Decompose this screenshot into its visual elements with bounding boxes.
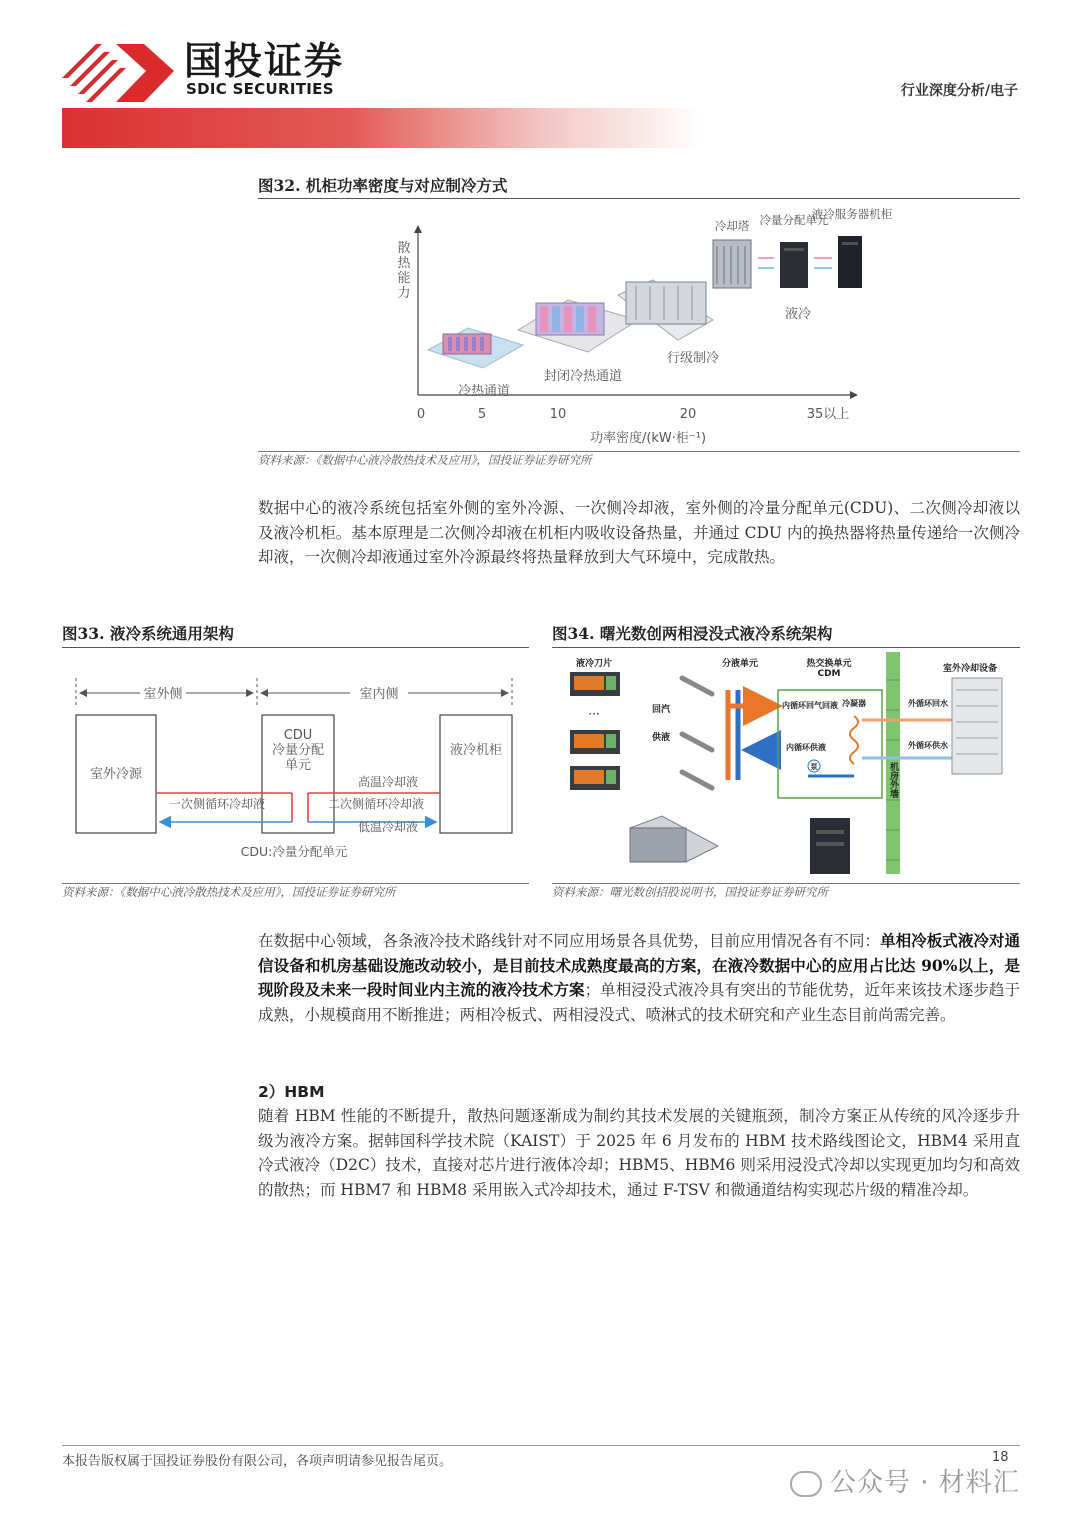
pump-label: 泵 [810, 763, 818, 771]
condenser-label: 冷凝器 [842, 699, 866, 708]
cabinet-label: 液冷机柜 [449, 743, 503, 758]
paragraph-liquid-cooling-system: 数据中心的液冷系统包括室外侧的室外冷源、一次侧冷却液，室外侧的冷量分配单元(CDU)、二次侧冷却液以及液冷机柜。基本原理是二次侧冷却液在机柜内吸收设备热量，并通过 CDU 内的换热器将热量传递给一次侧冷却液，一次侧冷却液通过室外冷源最终将热量释放到大气环境中，完成散热。 [258, 499, 1020, 567]
immersion-tank-icon [630, 816, 718, 862]
hbm-heading: 2）HBM [258, 1083, 325, 1101]
stage-label-3: 行级制冷 [666, 351, 720, 366]
distributor-icon [682, 678, 712, 788]
blade-icon [570, 672, 620, 696]
device-label-cabinet: 液冷服务器机柜 [811, 207, 893, 221]
fig34-title: 图34. 曙光数创两相浸没式液冷系统架构 [552, 624, 833, 643]
paragraph-technology-routes [258, 929, 1020, 1027]
tick-label: 10 [549, 407, 567, 422]
blade-label: 液冷刀片 [575, 659, 613, 669]
fig33-top-rule [62, 647, 529, 648]
cdu-label-2: 冷量分配 [271, 743, 325, 758]
wechat-icon [790, 1471, 822, 1497]
cdu-label-1: CDU [283, 728, 313, 743]
outdoor-side-label: 室外侧 [143, 687, 183, 702]
fig34-diagram [552, 650, 1020, 880]
tick-label: 20 [679, 407, 697, 422]
fig32-title: 图32. 机柜功率密度与对应制冷方式 [258, 176, 508, 195]
cold-coolant-label: 低温冷却液 [357, 820, 419, 834]
stage-hot-cold-aisle [428, 328, 523, 368]
indoor-side-label: 室内侧 [359, 687, 399, 702]
stage-enclosed-aisle [518, 300, 638, 352]
tick-label: 35以上 [806, 407, 850, 422]
tick-label: 5 [477, 407, 487, 422]
secondary-loop-label: 二次侧循环冷却液 [327, 797, 425, 811]
inner-return-label: 内循环回气回液 [782, 701, 838, 710]
cabinet-box [440, 715, 512, 833]
wall-label: 机房外墙 [888, 762, 898, 798]
blade-icon [570, 766, 620, 790]
device-label-tower: 冷却塔 [714, 219, 750, 233]
para2-intro: 在数据中心领域，各条液冷技术路线针对不同应用场景各具优势，目前应用情况各有不同： [258, 932, 881, 950]
outer-supply-label: 外循环供水 [908, 741, 948, 750]
fig33-diagram [62, 650, 529, 880]
cooling-tower-icon [713, 240, 751, 288]
footer-rule [62, 1445, 1020, 1446]
fig32-y-label [397, 240, 411, 301]
page-number: 18 [992, 1450, 1009, 1465]
tick-label: 0 [416, 407, 426, 422]
device-label-cdu: 冷量分配单元 [759, 213, 829, 227]
liquid-server-cabinet-icon [838, 236, 862, 288]
para2-emphasis: 单相冷板式液冷对通信设备和机房基础设施改动较小，是目前技术成熟度最高的方案，在液冷数据中心的应用占比达 90%以上，是现阶段及未来一段时间业内主流的液冷技术方案 [258, 931, 1020, 1000]
hot-coolant-label: 高温冷却液 [357, 775, 419, 789]
cdu-note: CDU:冷量分配单元 [240, 844, 348, 859]
fig34-top-rule [552, 647, 1020, 648]
header-band [62, 108, 702, 148]
fig32-source: 资料来源：《数据中心液冷散热技术及应用》，国投证券证券研究所 [258, 453, 592, 467]
fig32-ticks [417, 407, 849, 422]
inner-supply-label: 内循环供液 [786, 743, 826, 752]
cdm-cabinet-icon [810, 818, 850, 874]
stage-label-1: 冷热通道 [457, 384, 511, 399]
cdu-icon [780, 242, 808, 288]
outdoor-equipment-icon [952, 678, 1002, 774]
cdm-label: CDM [817, 669, 841, 679]
blade-dots: ··· [588, 707, 600, 721]
fig34-source: 资料来源：曙光数创招股说明书，国投证券证券研究所 [552, 885, 828, 899]
outdoor-source-label: 室外冷源 [89, 767, 143, 782]
brand-name-en: SDIC SECURITIES [186, 80, 334, 98]
para2-rest: ；单相浸没式液冷具有突出的节能优势，近年来该技术逐步趋于成熟，小规模商用不断推进；两相冷板式、两相浸没式、喷淋式的技术研究和产业生态目前尚需完善。 [258, 981, 1020, 1024]
return-gas-label: 回汽 [652, 705, 671, 715]
fig33-source: 资料来源：《数据中心液冷散热技术及应用》，国投证券证券研究所 [62, 885, 396, 899]
distributor-label: 分液单元 [721, 659, 759, 669]
blade-icon [570, 730, 620, 754]
primary-loop-label: 一次侧循环冷却液 [168, 797, 266, 811]
watermark [790, 1462, 1020, 1499]
fig32-diagram [258, 200, 1020, 450]
footer-copyright: 本报告版权属于国投证券股份有限公司，各项声明请参见报告尾页。 [62, 1454, 453, 1469]
stage-label-4: 液冷 [784, 307, 812, 322]
fig32-x-label: 功率密度/(kW·柜⁻¹) [589, 431, 707, 446]
stage-label-2: 封闭冷热通道 [543, 369, 623, 384]
svg-text:散热能力: 散热能力 [397, 241, 411, 301]
outer-return-label: 外循环回水 [908, 699, 948, 708]
fig33-title: 图33. 液冷系统通用架构 [62, 624, 234, 643]
paragraph-hbm: 随着 HBM 性能的不断提升，散热问题逐渐成为制约其技术发展的关键瓶颈，制冷方案正从传统的风冷逐步升级为液冷方案。据韩国科学技术院（KAIST）于 2025 年 6 月发布的 HBM 技术路线图论文，HBM4 采用直冷式液冷（D2C）技术，直接对芯片进行液体冷却；HBM5、HBM6 则采用浸没式冷却以实现更加均匀和高效的散热；而 HBM7 和 HBM8 采用嵌入式冷却技术，通过 F-TSV 和微通道结构实现芯片级的精准冷却。 [258, 1107, 1020, 1199]
watermark-text: 公众号 · 材料汇 [830, 1468, 1020, 1498]
hx-unit-label: 热交换单元 [806, 659, 852, 669]
fig32-top-rule [258, 198, 1020, 199]
logo-mark-icon [62, 40, 174, 102]
outdoor-equipment-label: 室外冷却设备 [942, 664, 998, 674]
report-category: 行业深度分析/电子 [900, 83, 1018, 99]
cdu-label-3: 单元 [284, 758, 312, 773]
brand-name-cn: 国投证券 [184, 39, 345, 83]
condenser-coil [850, 716, 858, 764]
supply-liquid-label: 供液 [652, 733, 671, 743]
stage-row-cooling [618, 280, 713, 340]
